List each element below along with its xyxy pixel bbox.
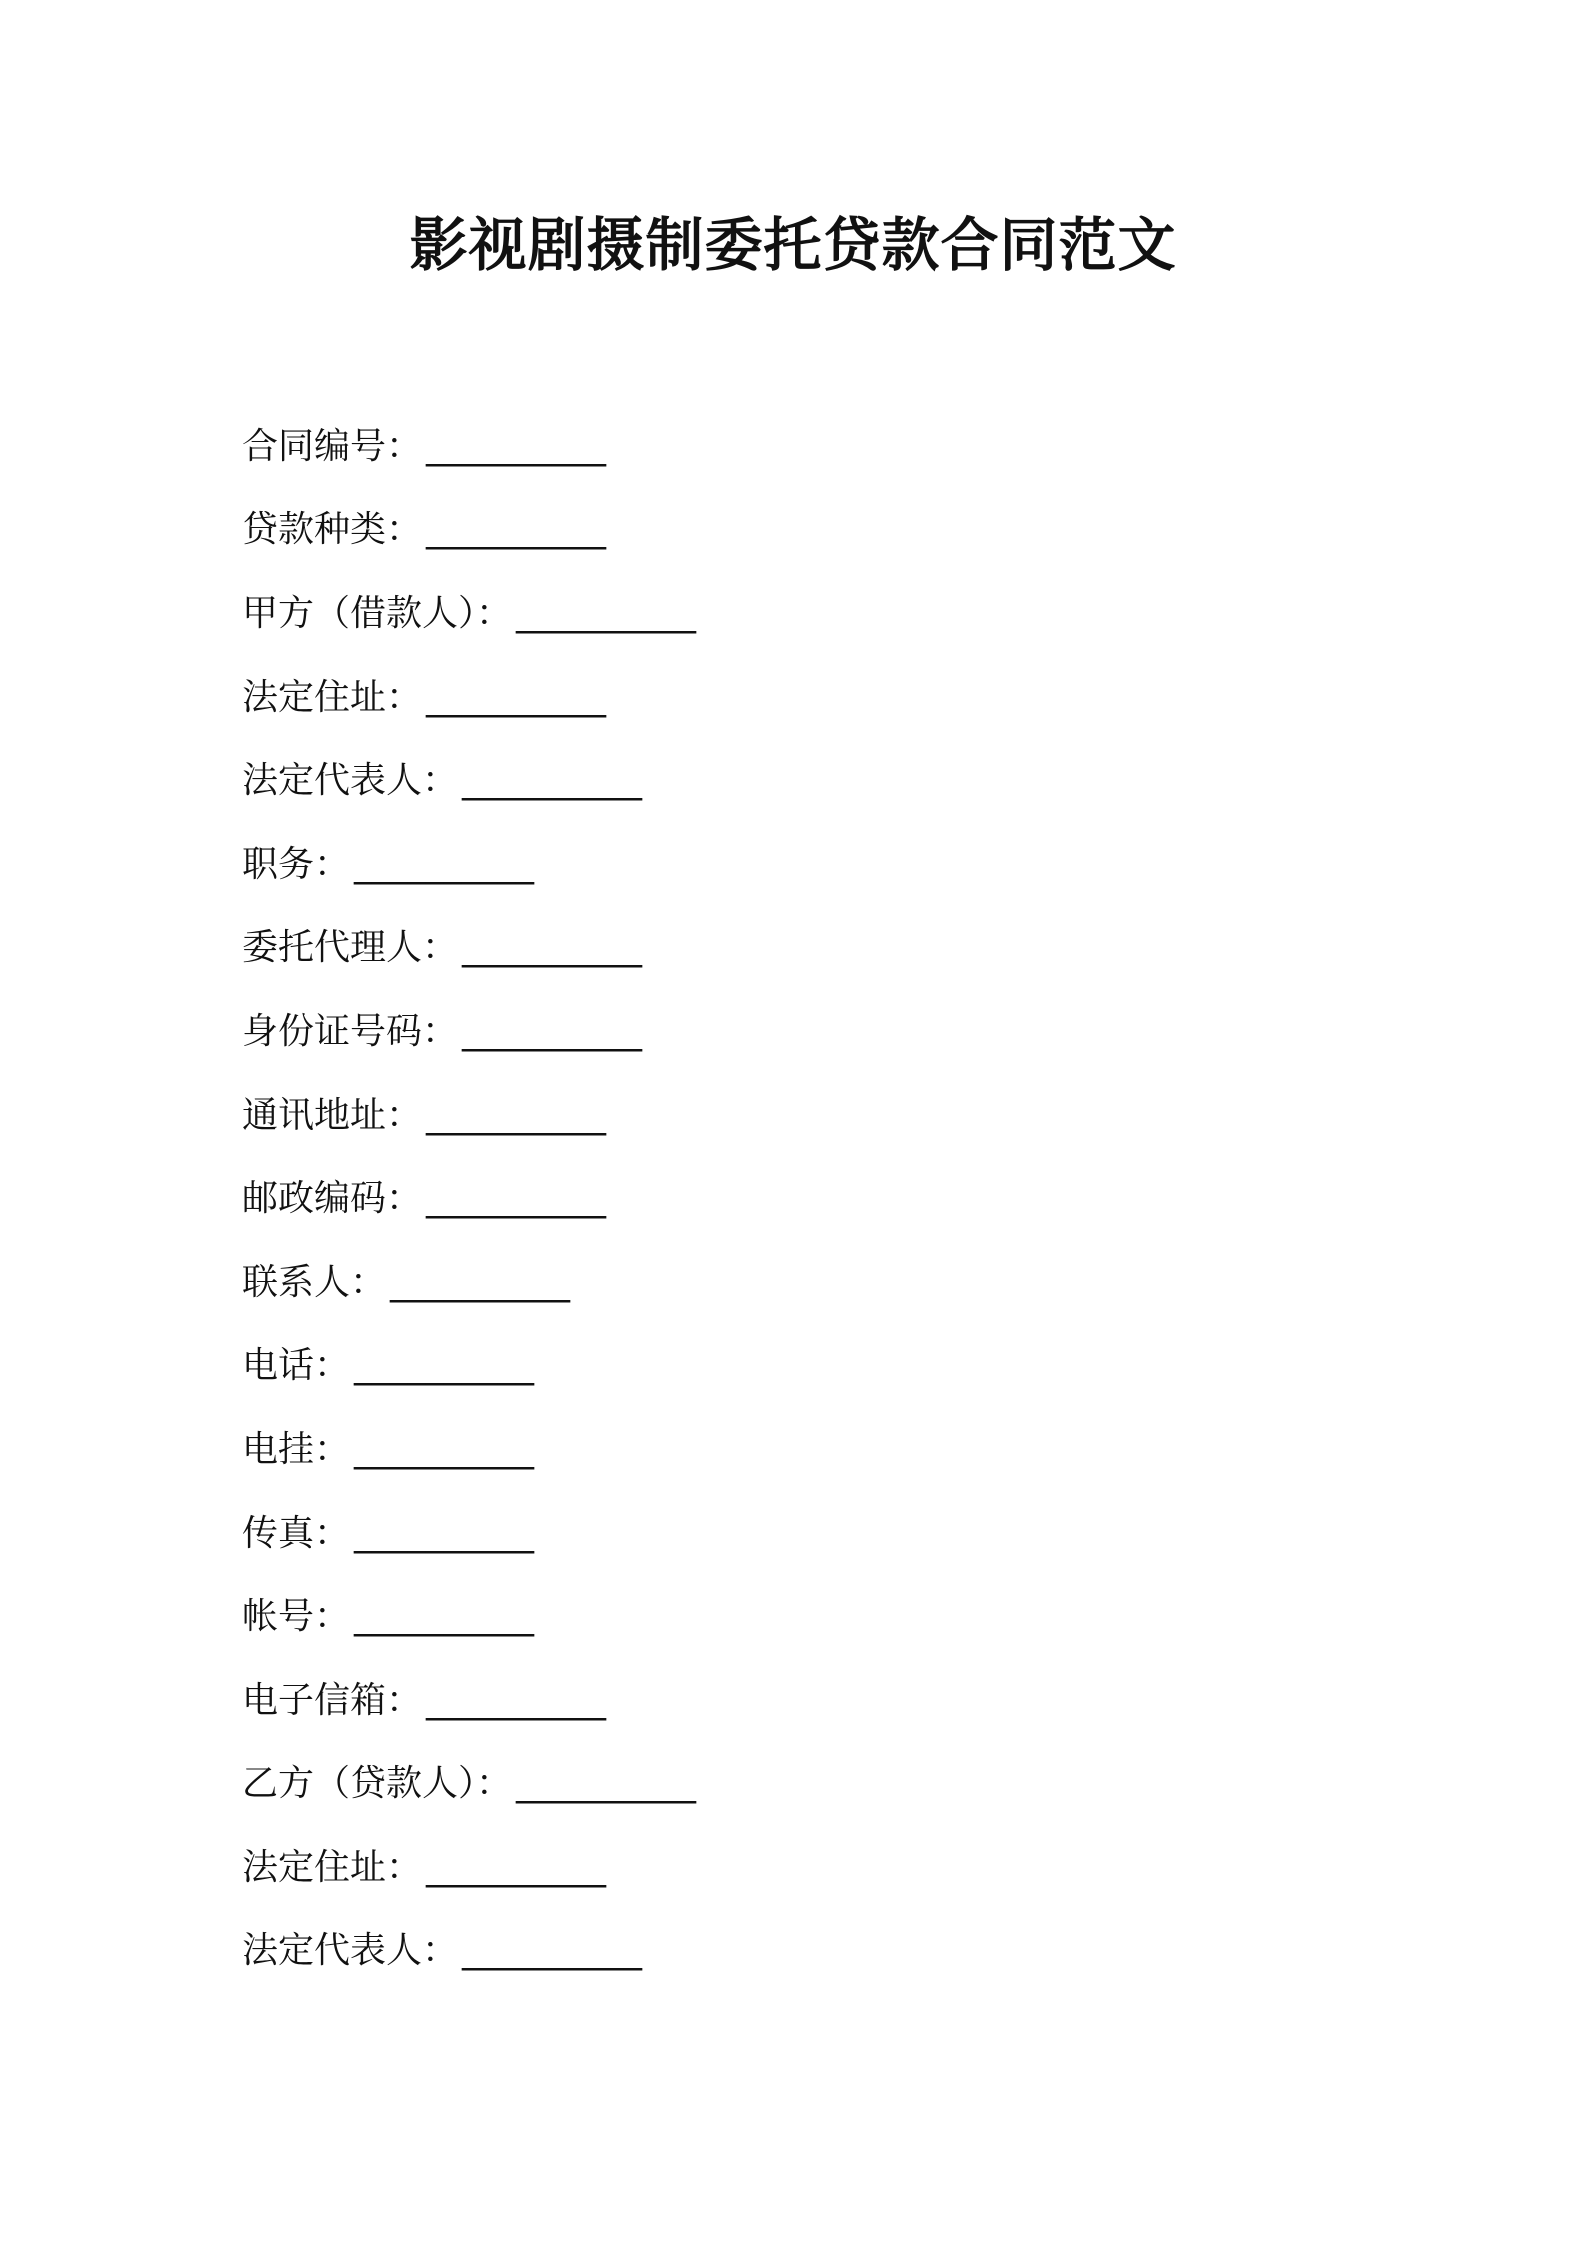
field-blank-line: __________ (426, 425, 607, 467)
field-fax (242, 1492, 1342, 1576)
field-blank-line: __________ (426, 676, 607, 718)
field-party-a-borrower (242, 572, 1342, 656)
field-label: 合同编号： (242, 425, 423, 467)
field-label: 职务： (242, 843, 351, 885)
document-title: 影视剧摄制委托贷款合同范文 (409, 211, 1177, 279)
field-loan-type (242, 489, 1342, 573)
field-postal-code (242, 1157, 1342, 1241)
field-label: 邮政编码： (242, 1178, 423, 1220)
field-blank-line: __________ (426, 1094, 607, 1136)
field-label: 贷款种类： (242, 509, 423, 551)
field-label: 联系人： (242, 1261, 387, 1303)
field-authorized-agent (242, 907, 1342, 991)
field-blank-line: __________ (354, 843, 535, 885)
field-blank-line: __________ (354, 1596, 535, 1638)
field-label: 电子信箱： (242, 1679, 423, 1721)
field-contact-person (242, 1241, 1342, 1325)
field-blank-line: __________ (426, 509, 607, 551)
field-mailing-address (242, 1074, 1342, 1158)
field-email (242, 1659, 1342, 1743)
field-blank-line: __________ (462, 1930, 643, 1972)
field-label: 法定住址： (242, 1846, 423, 1888)
field-party-b-legal-representative (242, 1910, 1342, 1994)
field-label: 电话： (242, 1345, 351, 1387)
field-label: 法定住址： (242, 676, 423, 718)
field-party-b-legal-address (242, 1826, 1342, 1910)
field-label: 法定代表人： (242, 760, 459, 802)
field-party-b-lender (242, 1743, 1342, 1827)
field-blank-line: __________ (354, 1512, 535, 1554)
field-label: 乙方（贷款人）： (242, 1763, 513, 1805)
field-blank-line: __________ (426, 1846, 607, 1888)
field-telephone (242, 1325, 1342, 1409)
field-account-number (242, 1575, 1342, 1659)
field-label: 甲方（借款人）： (242, 592, 513, 634)
field-blank-line: __________ (426, 1178, 607, 1220)
field-label: 委托代理人： (242, 927, 459, 969)
field-blank-line: __________ (426, 1679, 607, 1721)
field-blank-line: __________ (462, 927, 643, 969)
field-label: 传真： (242, 1512, 351, 1554)
field-blank-line: __________ (516, 1763, 697, 1805)
field-label: 通讯地址： (242, 1094, 423, 1136)
field-contract-number (242, 405, 1342, 489)
field-label: 法定代表人： (242, 1930, 459, 1972)
field-party-a-legal-representative (242, 739, 1342, 823)
contract-field-list (242, 405, 1342, 1993)
field-label: 电挂： (242, 1428, 351, 1470)
field-blank-line: __________ (390, 1261, 571, 1303)
field-label: 帐号： (242, 1596, 351, 1638)
field-position (242, 823, 1342, 907)
field-blank-line: __________ (462, 1010, 643, 1052)
field-label: 身份证号码： (242, 1010, 459, 1052)
field-blank-line: __________ (354, 1428, 535, 1470)
field-party-a-legal-address (242, 656, 1342, 740)
field-id-number (242, 990, 1342, 1074)
field-blank-line: __________ (354, 1345, 535, 1387)
field-telegraph (242, 1408, 1342, 1492)
field-blank-line: __________ (516, 592, 697, 634)
field-blank-line: __________ (462, 760, 643, 802)
